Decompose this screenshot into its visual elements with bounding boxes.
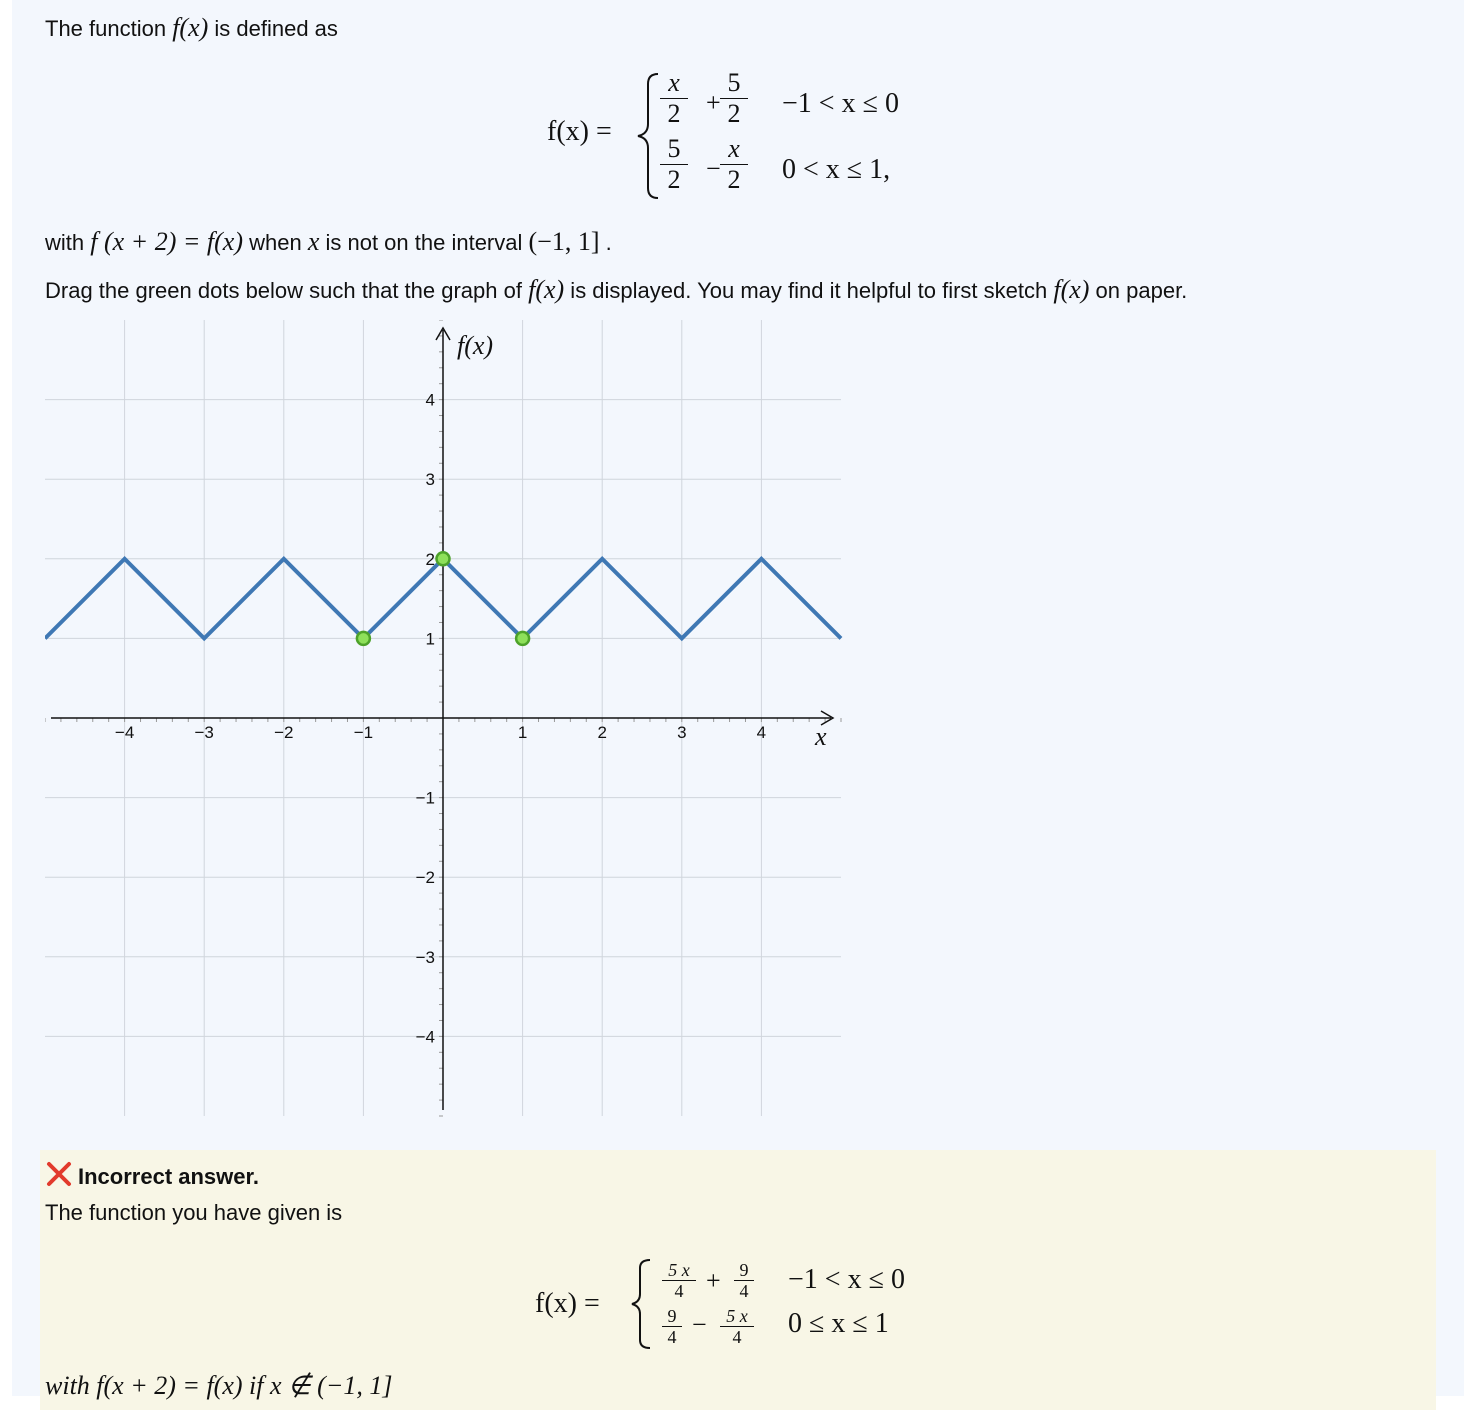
incorrect-cross-icon bbox=[45, 1160, 73, 1188]
intro-text: The function f(x) is defined as bbox=[45, 13, 338, 42]
frac-5-over-2: 5 2 bbox=[720, 68, 748, 129]
given-condition-2: 0 ≤ x ≤ 1 bbox=[788, 1308, 889, 1339]
x-tick-label: 4 bbox=[756, 723, 767, 742]
y-tick-label: −1 bbox=[415, 788, 435, 808]
condition-1: −1 < x ≤ 0 bbox=[782, 88, 899, 119]
given-frac-2a: 9 4 bbox=[662, 1306, 682, 1347]
given-left-brace bbox=[628, 1256, 654, 1352]
feedback-panel: Incorrect answer. The function you have given is f(x) = 5 x 4 + 9 4 −1 < x ≤ 0 9 4 − 5 x 4 0 ≤ x ≤ 1 with f(x + 2) = f(x) if x ∉ (−1, 1] bbox=[40, 1150, 1436, 1410]
instruction-text: Drag the green dots below such that the graph of f(x) is displayed. You may find it helpful to first sketch f(x) on paper. bbox=[45, 275, 1188, 304]
green-drag-handle[interactable] bbox=[516, 632, 529, 645]
y-tick-label: −3 bbox=[415, 947, 435, 967]
feedback-text: The function you have given is bbox=[45, 1200, 343, 1225]
interactive-graph[interactable] bbox=[45, 320, 845, 1120]
y-tick-label: 3 bbox=[425, 470, 435, 490]
y-tick-label: −4 bbox=[415, 1027, 435, 1047]
green-drag-handle[interactable] bbox=[357, 632, 370, 645]
given-condition-1: −1 < x ≤ 0 bbox=[788, 1264, 905, 1295]
frac-x-over-2: x 2 bbox=[660, 68, 688, 129]
y-tick-label: 1 bbox=[425, 629, 435, 649]
frac-x-over-2b: x 2 bbox=[720, 134, 748, 195]
x-tick-label: −3 bbox=[194, 723, 214, 742]
x-tick-label: 2 bbox=[597, 723, 607, 742]
math-periodicity: f (x + 2) = f(x) bbox=[90, 227, 243, 256]
given-frac-2b: 5 x 4 bbox=[720, 1306, 754, 1347]
math-interval: (−1, 1] bbox=[528, 227, 600, 256]
y-tick-label: −2 bbox=[415, 868, 435, 888]
given-frac-1a: 5 x 4 bbox=[662, 1260, 696, 1301]
periodicity-text: with f (x + 2) = f(x) when x is not on the interval (−1, 1] . bbox=[45, 227, 612, 256]
question-page: The function f(x) is defined as f(x) = x 2 + 5 2 −1 < x ≤ 0 5 2 − x 2 0 < x ≤ 1, with f (x + 2) = f(x) when x is not on the interval (−1, 1] . Drag the green dots below such that the graph of f(x) is displayed. You may find it helpful to first sketch f(x) on paper. bbox=[12, 0, 1464, 1396]
axes bbox=[51, 328, 833, 1110]
y-axis-label: f(x) bbox=[457, 331, 494, 360]
definition-lhs: f(x) = bbox=[547, 116, 612, 147]
y-tick-label: 4 bbox=[425, 390, 435, 410]
math-fx: f(x) bbox=[172, 13, 209, 42]
x-tick-label: −2 bbox=[274, 723, 294, 742]
x-tick-label: −4 bbox=[114, 723, 135, 742]
frac-5-over-2b: 5 2 bbox=[660, 134, 688, 195]
x-tick-label: −1 bbox=[353, 723, 374, 742]
given-frac-1b: 9 4 bbox=[734, 1260, 754, 1301]
y-tick-label: 2 bbox=[425, 549, 435, 569]
condition-2: 0 < x ≤ 1, bbox=[782, 154, 891, 185]
given-lhs: f(x) = bbox=[535, 1288, 600, 1319]
green-drag-handle[interactable] bbox=[437, 552, 450, 565]
feedback-title: Incorrect answer. bbox=[78, 1164, 259, 1189]
x-tick-label: 3 bbox=[677, 723, 687, 742]
x-tick-label: 1 bbox=[517, 723, 528, 742]
x-axis-label: x bbox=[815, 722, 827, 751]
given-periodicity-text: with f(x + 2) = f(x) if x ∉ (−1, 1] bbox=[45, 1371, 393, 1400]
